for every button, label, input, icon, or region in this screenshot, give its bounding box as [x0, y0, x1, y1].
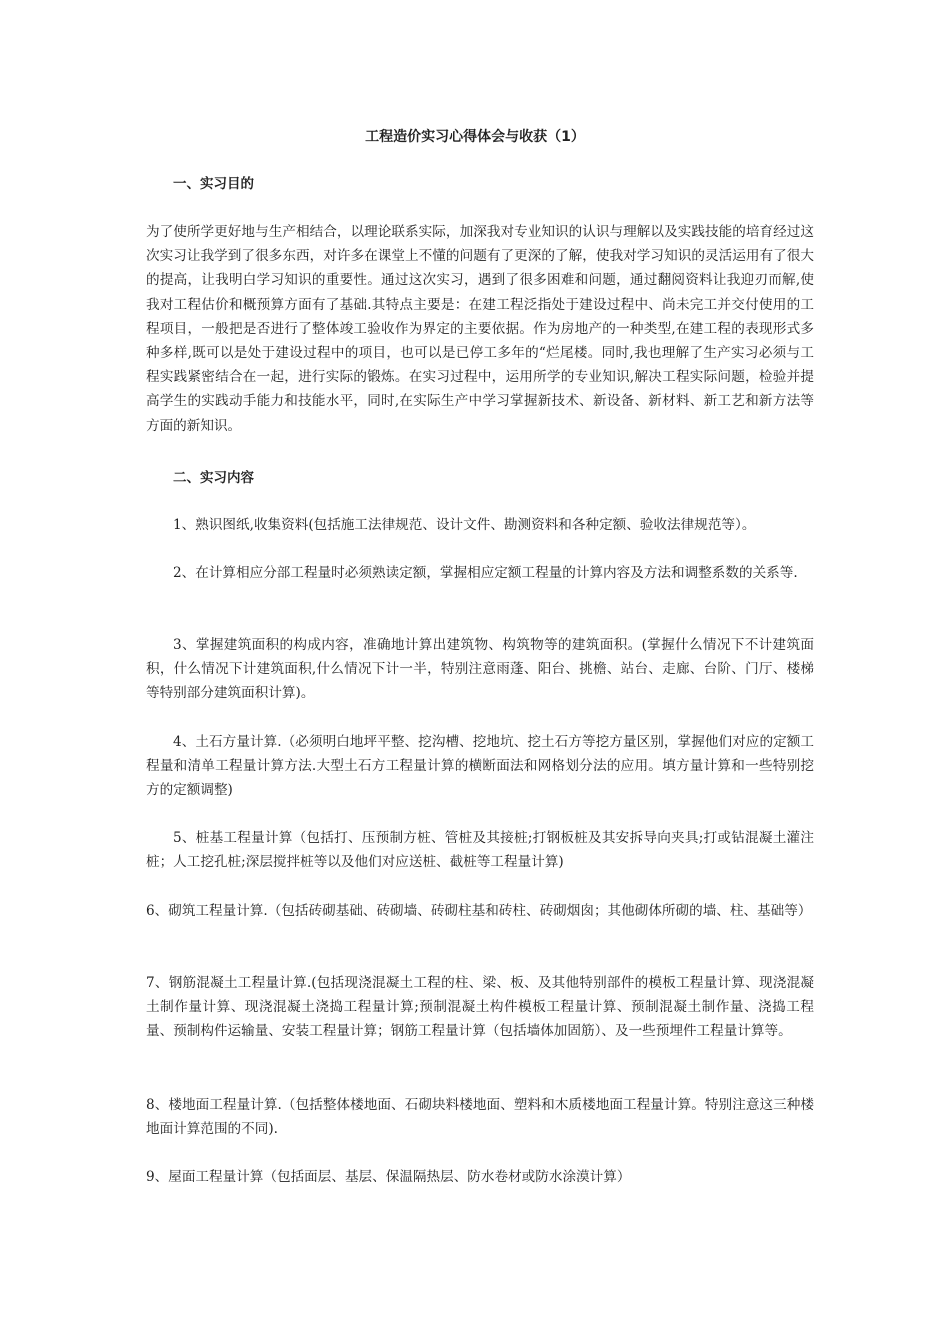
content-item-4: 4、土石方量计算.（必须明白地坪平整、挖沟槽、挖地坑、挖土石方等挖方量区别，掌握他们对应的定额工程量和清单工程量计算方法.大型土石方工程量计算的横断面法和网格划分法的应用。填方量计算和一些特别挖方的定额调整) [146, 734, 814, 799]
content-item-1: 1、熟识图纸,收集资料(包括施工法律规范、设计文件、勘测资料和各种定额、验收法律规范等）。 [173, 517, 756, 533]
content-item-5: 5、桩基工程量计算（包括打、压预制方桩、管桩及其接桩;打钢板桩及其安拆导向夹具;打或钻混凝土灌注桩；人工挖孔桩;深层搅拌桩等以及他们对应送桩、截桩等工程量计算) [146, 830, 814, 871]
section-heading-content: 二、实习内容 [173, 470, 254, 486]
content-item-6: 6、砌筑工程量计算.（包括砖砌基础、砖砌墙、砖砌柱基和砖柱、砖砌烟囱；其他砌体所砌的墙、柱、基础等） [146, 903, 812, 919]
document-title: 工程造价实习心得体会与收获（1） [365, 129, 585, 145]
content-item-8: 8、楼地面工程量计算.（包括整体楼地面、石砌块料楼地面、塑料和木质楼地面工程量计算。特别注意这三种楼地面计算范围的不同). [146, 1097, 814, 1138]
content-item-3: 3、掌握建筑面积的构成内容，准确地计算出建筑物、构筑物等的建筑面积。(掌握什么情况下不计建筑面积，什么情况下计建筑面积,什么情况下计一半，特别注意雨蓬、阳台、挑檐、站台、走廊、台阶、门厅、楼梯等特别部分建筑面积计算)。 [146, 637, 814, 702]
section-heading-purpose: 一、实习目的 [173, 176, 254, 192]
content-item-7: 7、钢筋混凝土工程量计算.(包括现浇混凝土工程的柱、梁、板、及其他特别部件的模板工程量计算、现浇混凝土制作量计算、现浇混凝土浇捣工程量计算;预制混凝土构件模板工程量计算、预制混凝土制作量、浇捣工程量、预制构件运输量、安装工程量计算；钢筋工程量计算（包括墙体加固筋）、及一些预埋件工程量计算等。 [146, 975, 814, 1040]
content-item-9: 9、屋面工程量计算（包括面层、基层、保温隔热层、防水卷材或防水涂漠计算） [146, 1169, 631, 1185]
purpose-paragraph: 为了使所学更好地与生产相结合，以理论联系实际，加深我对专业知识的认识与理解以及实践技能的培育经过这次实习让我学到了很多东西，对许多在课堂上不懂的问题有了更深的了解，使我对学习知识的灵活运用有了很大的提高，让我明白学习知识的重要性。通过这次实习，遇到了很多困难和问题，通过翻阅资料让我迎刃而解,使我对工程估价和概预算方面有了基础.其特点主要是：在建工程泛指处于建设过程中、尚未完工并交付使用的工程项目，一般把是否进行了整体竣工验收作为界定的主要依据。作为房地产的一种类型,在建工程的表现形式多种多样,既可以是处于建设过程中的项目，也可以是已停工多年的“烂尾楼。同时,我也理解了生产实习必须与工程实践紧密结合在一起，进行实际的锻炼。在实习过程中，运用所学的专业知识,解决工程实际问题，检验并提高学生的实践动手能力和技能水平，同时,在实际生产中学习掌握新技术、新设备、新材料、新工艺和新方法等方面的新知识。 [146, 224, 814, 434]
content-item-2: 2、在计算相应分部工程量时必须熟读定额，掌握相应定额工程量的计算内容及方法和调整系数的关系等. [173, 565, 798, 581]
